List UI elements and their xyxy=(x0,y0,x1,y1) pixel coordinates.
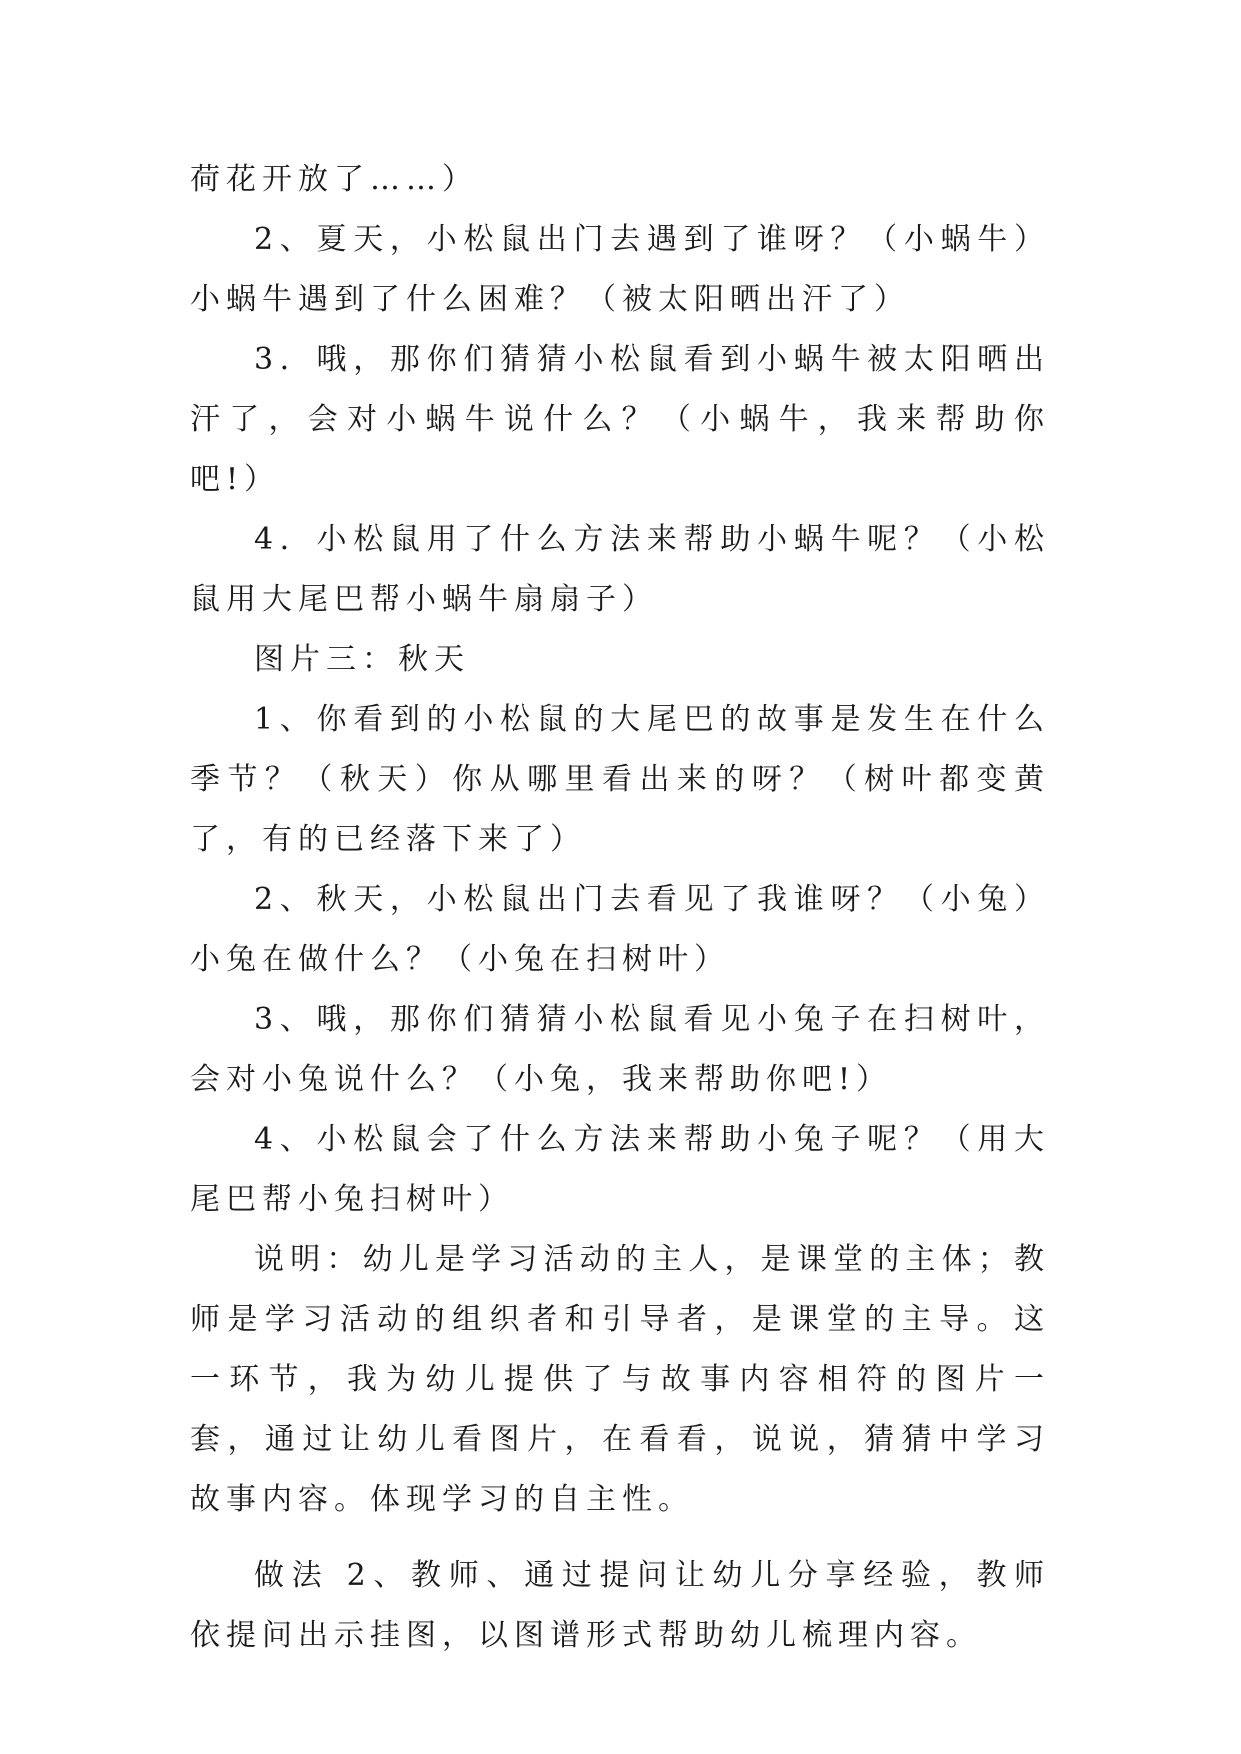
paragraph-summer-q4: 4．小松鼠用了什么方法来帮助小蜗牛呢？（小松鼠用大尾巴帮小蜗牛扇扇子） xyxy=(190,522,1050,617)
paragraph-continuation: 荷花开放了……） xyxy=(190,162,478,197)
document-body xyxy=(190,150,1050,1666)
paragraph-summer-q3: 3．哦，那你们猜猜小松鼠看到小蜗牛被太阳晒出汗了，会对小蜗牛说什么？（小蜗牛，我来帮助你吧!） xyxy=(190,342,1050,497)
paragraph-summer-q2: 2、夏天，小松鼠出门去遇到了谁呀？（小蜗牛）小蜗牛遇到了什么困难？（被太阳晒出汗了） xyxy=(190,222,1050,317)
paragraph-autumn-q2: 2、秋天，小松鼠出门去看见了我谁呀？（小兔）小兔在做什么？（小兔在扫树叶） xyxy=(190,882,1050,977)
paragraph-method-2: 做法 2、教师、通过提问让幼儿分享经验，教师依提问出示挂图，以图谱形式帮助幼儿梳理内容。 xyxy=(190,1558,1050,1653)
paragraph-autumn-q4: 4、小松鼠会了什么方法来帮助小兔子呢？（用大尾巴帮小兔扫树叶） xyxy=(190,1122,1050,1217)
section-heading-autumn: 图片三：秋天 xyxy=(254,642,470,677)
paragraph-autumn-q3: 3、哦，那你们猜猜小松鼠看见小兔子在扫树叶，会对小兔说什么？（小兔，我来帮助你吧!） xyxy=(190,1002,1050,1097)
paragraph-explanation: 说明：幼儿是学习活动的主人，是课堂的主体；教师是学习活动的组织者和引导者，是课堂的主导。这一环节，我为幼儿提供了与故事内容相符的图片一套，通过让幼儿看图片，在看看，说说，猜猜中学习故事内容。体现学习的自主性。 xyxy=(190,1242,1050,1517)
paragraph-autumn-q1: 1、你看到的小松鼠的大尾巴的故事是发生在什么季节？（秋天）你从哪里看出来的呀？（树叶都变黄了，有的已经落下来了） xyxy=(190,702,1050,857)
